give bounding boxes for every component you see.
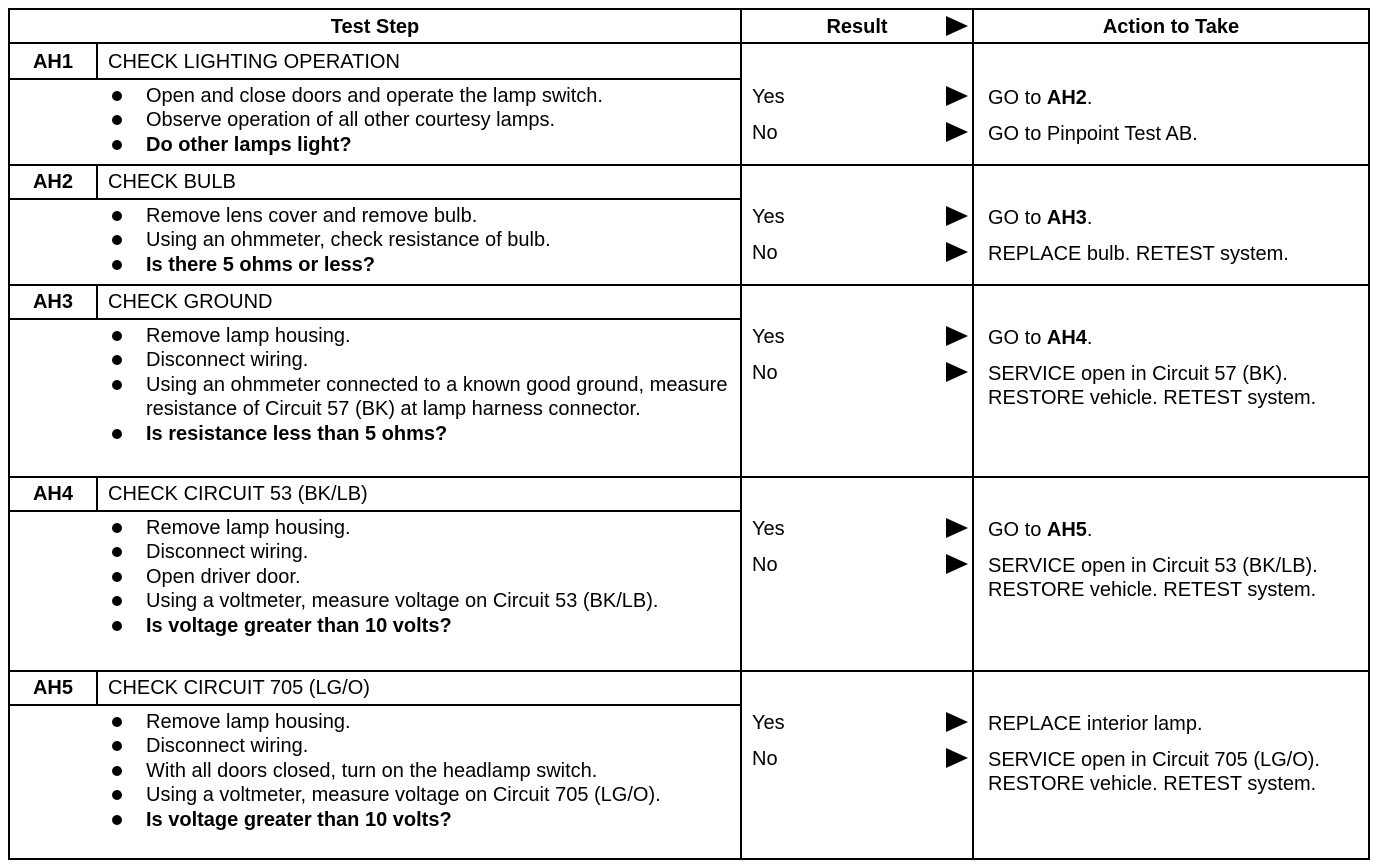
- step-bullet: Disconnect wiring.: [106, 540, 736, 564]
- code-divider: [96, 670, 98, 706]
- result-no: No: [752, 362, 778, 384]
- result-no: No: [752, 122, 778, 144]
- action-yes: GO to AH5.: [988, 519, 1093, 541]
- step-title: CHECK CIRCUIT 53 (BK/LB): [108, 482, 368, 505]
- step-question: Do other lamps light?: [106, 133, 736, 157]
- column-divider-action: [972, 10, 974, 858]
- step-title: CHECK BULB: [108, 170, 236, 193]
- action-yes: GO to AH3.: [988, 207, 1093, 229]
- step-bullet: Using an ohmmeter connected to a known good ground, measure resistance of Circuit 57 (BK) at lamp harness connector.: [106, 373, 736, 422]
- step-code: AH5: [32, 676, 73, 699]
- no-arrow-icon: [946, 748, 968, 768]
- step-code: AH1: [32, 50, 73, 73]
- step-bullet: Disconnect wiring.: [106, 734, 736, 758]
- step-bullet: Remove lamp housing.: [106, 516, 736, 540]
- header-test-step: Test Step: [330, 15, 420, 38]
- result-no: No: [752, 554, 778, 576]
- yes-arrow-icon: [946, 86, 968, 106]
- header-action: Action to Take: [1102, 15, 1240, 38]
- no-arrow-icon: [946, 554, 968, 574]
- step-bullet: Remove lamp housing.: [106, 324, 736, 348]
- action-yes: GO to AH2.: [988, 87, 1093, 109]
- title-underline: [10, 704, 740, 706]
- header-arrow-icon: [946, 16, 968, 36]
- step-title: CHECK CIRCUIT 705 (LG/O): [108, 676, 370, 699]
- step-bullets: [106, 84, 736, 157]
- title-underline: [10, 198, 740, 200]
- step-bullet: Using a voltmeter, measure voltage on Circuit 705 (LG/O).: [106, 783, 736, 807]
- step-bullet: Using an ohmmeter, check resistance of bulb.: [106, 228, 736, 252]
- step-question: Is voltage greater than 10 volts?: [106, 808, 736, 832]
- diagnostic-table: [8, 8, 1370, 860]
- step-bullet: Using a voltmeter, measure voltage on Circuit 53 (BK/LB).: [106, 589, 736, 613]
- yes-arrow-icon: [946, 712, 968, 732]
- code-divider: [96, 44, 98, 80]
- result-yes: Yes: [752, 206, 785, 228]
- no-arrow-icon: [946, 242, 968, 262]
- step-bullets: [106, 324, 736, 446]
- code-divider: [96, 164, 98, 200]
- action-no: SERVICE open in Circuit 57 (BK). RESTORE vehicle. RETEST system.: [988, 363, 1317, 410]
- result-yes: Yes: [752, 518, 785, 540]
- step-bullet: Open driver door.: [106, 565, 736, 589]
- step-code: AH2: [32, 170, 73, 193]
- result-no: No: [752, 242, 778, 264]
- step-code: AH3: [32, 290, 73, 313]
- step-question: Is there 5 ohms or less?: [106, 253, 736, 277]
- yes-arrow-icon: [946, 518, 968, 538]
- step-bullet: Remove lamp housing.: [106, 710, 736, 734]
- step-title: CHECK GROUND: [108, 290, 273, 313]
- code-divider: [96, 476, 98, 512]
- column-divider-result: [740, 10, 742, 858]
- action-no: GO to Pinpoint Test AB.: [988, 123, 1198, 145]
- step-bullet: Open and close doors and operate the lamp switch.: [106, 84, 736, 108]
- step-bullets: [106, 710, 736, 832]
- action-yes: REPLACE interior lamp.: [988, 713, 1203, 735]
- step-bullets: [106, 516, 736, 638]
- step-bullet: Observe operation of all other courtesy lamps.: [106, 108, 736, 132]
- step-bullet: With all doors closed, turn on the headlamp switch.: [106, 759, 736, 783]
- step-code: AH4: [32, 482, 73, 505]
- step-title: CHECK LIGHTING OPERATION: [108, 50, 400, 73]
- yes-arrow-icon: [946, 326, 968, 346]
- title-underline: [10, 510, 740, 512]
- yes-arrow-icon: [946, 206, 968, 226]
- result-yes: Yes: [752, 86, 785, 108]
- action-no: SERVICE open in Circuit 53 (BK/LB). RESTORE vehicle. RETEST system.: [988, 555, 1318, 602]
- title-underline: [10, 78, 740, 80]
- code-divider: [96, 284, 98, 320]
- no-arrow-icon: [946, 122, 968, 142]
- header-result: Result: [826, 15, 888, 38]
- step-bullet: Remove lens cover and remove bulb.: [106, 204, 736, 228]
- step-question: Is resistance less than 5 ohms?: [106, 422, 736, 446]
- action-yes: GO to AH4.: [988, 327, 1093, 349]
- step-bullet: Disconnect wiring.: [106, 348, 736, 372]
- result-yes: Yes: [752, 712, 785, 734]
- result-yes: Yes: [752, 326, 785, 348]
- no-arrow-icon: [946, 362, 968, 382]
- action-no: SERVICE open in Circuit 705 (LG/O). RESTORE vehicle. RETEST system.: [988, 749, 1320, 796]
- result-no: No: [752, 748, 778, 770]
- step-question: Is voltage greater than 10 volts?: [106, 614, 736, 638]
- step-bullets: [106, 204, 736, 277]
- title-underline: [10, 318, 740, 320]
- action-no: REPLACE bulb. RETEST system.: [988, 243, 1289, 265]
